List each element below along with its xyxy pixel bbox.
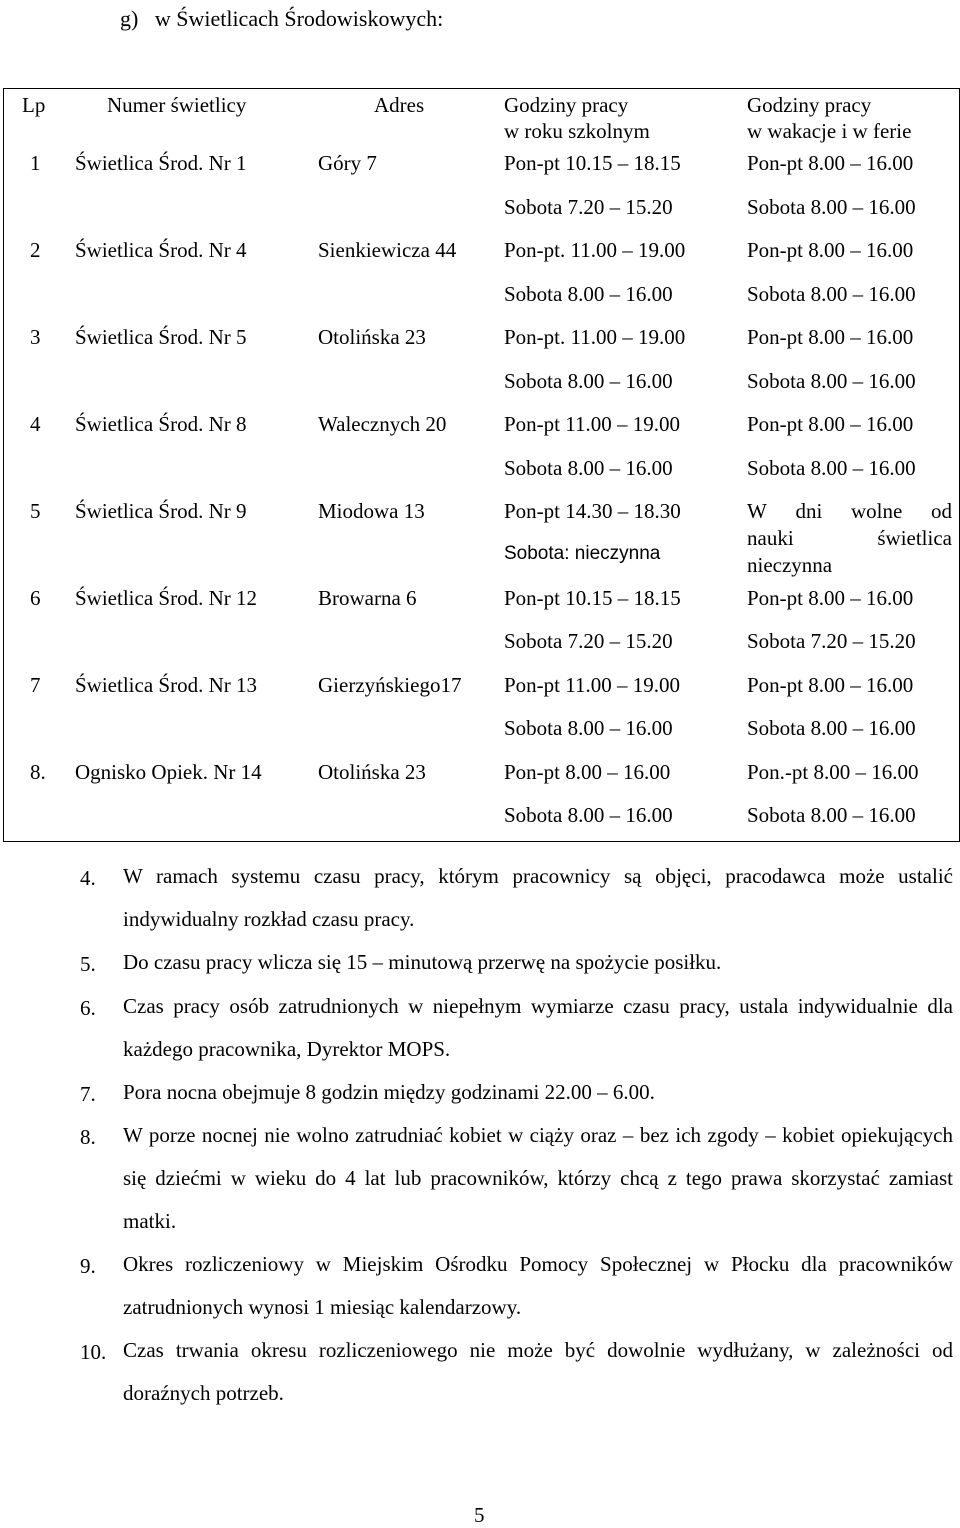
row-lp: 7 bbox=[30, 673, 41, 697]
row-school-weekday: Pon-pt 14.30 – 18.30 bbox=[504, 499, 681, 523]
item-text: W ramach systemu czasu pracy, którym pracownicy są objęci, pracodawca może ustalić indywidualny rozkład czasu pracy. bbox=[123, 864, 953, 931]
page-number: 5 bbox=[474, 1503, 485, 1527]
item-text: Czas pracy osób zatrudnionych w niepełnym wymiarze czasu pracy, ustala indywidualnie dla każdego pracownika, Dyrektor MOPS. bbox=[123, 994, 953, 1061]
row-holiday-saturday: Sobota 8.00 – 16.00 bbox=[747, 456, 916, 480]
item-number: 7. bbox=[80, 1082, 96, 1106]
row-school-saturday: Sobota: nieczynna bbox=[504, 543, 661, 564]
row-name: Świetlica Środ. Nr 1 bbox=[75, 151, 247, 175]
row-school-saturday: Sobota 8.00 – 16.00 bbox=[504, 282, 673, 306]
row-school-saturday: Sobota 7.20 – 15.20 bbox=[504, 195, 673, 219]
row-name: Świetlica Środ. Nr 9 bbox=[75, 499, 247, 523]
row-holiday-weekday: Pon-pt 8.00 – 16.00 bbox=[747, 151, 914, 175]
row-address: Walecznych 20 bbox=[318, 412, 447, 436]
row-address: Otolińska 23 bbox=[318, 760, 426, 784]
row-address: Gierzyńskiego17 bbox=[318, 673, 462, 697]
section-heading: g) w Świetlicach Środowiskowych: bbox=[120, 6, 444, 31]
row-name: Świetlica Środ. Nr 8 bbox=[75, 412, 247, 436]
row-lp: 6 bbox=[30, 586, 41, 610]
item-text: Czas trwania okresu rozliczeniowego nie może być dowolnie wydłużany, w zależności od doraźnych potrzeb. bbox=[123, 1338, 953, 1405]
row-holiday-saturday: Sobota 8.00 – 16.00 bbox=[747, 716, 916, 740]
row-address: Góry 7 bbox=[318, 151, 377, 175]
header-holiday-hours: Godziny pracy w wakacje i w ferie bbox=[747, 93, 912, 143]
item-number: 9. bbox=[80, 1254, 96, 1278]
row-name: Świetlica Środ. Nr 5 bbox=[75, 325, 247, 349]
row-school-weekday: Pon-pt 10.15 – 18.15 bbox=[504, 151, 681, 175]
row-name: Świetlica Środ. Nr 12 bbox=[75, 586, 257, 610]
row-lp: 5 bbox=[30, 499, 41, 523]
holiday-note-line: nieczynna bbox=[747, 553, 833, 577]
row-school-weekday: Pon-pt 10.15 – 18.15 bbox=[504, 586, 681, 610]
item-number: 6. bbox=[80, 996, 96, 1020]
row-holiday-weekday: Pon-pt 8.00 – 16.00 bbox=[747, 673, 914, 697]
row-address: Miodowa 13 bbox=[318, 499, 425, 523]
item-number: 10. bbox=[80, 1340, 107, 1364]
row-holiday-saturday: Sobota 8.00 – 16.00 bbox=[747, 803, 916, 827]
item-number: 4. bbox=[80, 866, 96, 890]
row-name: Świetlica Środ. Nr 4 bbox=[75, 238, 247, 262]
row-school-weekday: Pon-pt 11.00 – 19.00 bbox=[504, 412, 680, 436]
header-address: Adres bbox=[374, 93, 425, 117]
row-school-weekday: Pon-pt. 11.00 – 19.00 bbox=[504, 325, 686, 349]
item-text: Pora nocna obejmuje 8 godzin między godzinami 22.00 – 6.00. bbox=[123, 1080, 655, 1104]
row-address: Browarna 6 bbox=[318, 586, 417, 610]
row-school-weekday: Pon-pt 11.00 – 19.00 bbox=[504, 673, 680, 697]
row-school-weekday: Pon-pt 8.00 – 16.00 bbox=[504, 760, 671, 784]
row-holiday-weekday: Pon.-pt 8.00 – 16.00 bbox=[747, 760, 919, 784]
row-holiday-saturday: Sobota 8.00 – 16.00 bbox=[747, 369, 916, 393]
holiday-note-line: nauki świetlica bbox=[747, 526, 952, 550]
row-holiday-note bbox=[747, 497, 952, 580]
header-school-hours: Godziny pracy w roku szkolnym bbox=[504, 93, 650, 143]
item-text: Okres rozliczeniowy w Miejskim Ośrodku Pomocy Społecznej w Płocku dla pracowników zatrudnionych wynosi 1 miesiąc kalendarzowy. bbox=[123, 1252, 953, 1319]
row-holiday-weekday: Pon-pt 8.00 – 16.00 bbox=[747, 238, 914, 262]
row-lp: 2 bbox=[30, 238, 41, 262]
row-address: Otolińska 23 bbox=[318, 325, 426, 349]
item-number: 8. bbox=[80, 1125, 96, 1149]
row-name: Świetlica Środ. Nr 13 bbox=[75, 673, 257, 697]
row-school-saturday: Sobota 8.00 – 16.00 bbox=[504, 716, 673, 740]
header-name: Numer świetlicy bbox=[107, 93, 247, 117]
row-holiday-saturday: Sobota 7.20 – 15.20 bbox=[747, 629, 916, 653]
row-school-saturday: Sobota 7.20 – 15.20 bbox=[504, 629, 673, 653]
row-holiday-weekday: Pon-pt 8.00 – 16.00 bbox=[747, 325, 914, 349]
row-school-weekday: Pon-pt. 11.00 – 19.00 bbox=[504, 238, 686, 262]
row-lp: 3 bbox=[30, 325, 41, 349]
header-lp: Lp bbox=[22, 93, 46, 117]
row-lp: 4 bbox=[30, 412, 41, 436]
row-lp: 8. bbox=[30, 760, 46, 784]
row-school-saturday: Sobota 8.00 – 16.00 bbox=[504, 369, 673, 393]
item-text: Do czasu pracy wlicza się 15 – minutową przerwę na spożycie posiłku. bbox=[123, 950, 722, 974]
row-name: Ognisko Opiek. Nr 14 bbox=[75, 760, 262, 784]
item-text: W porze nocnej nie wolno zatrudniać kobiet w ciąży oraz – bez ich zgody – kobiet opiekujących się dziećmi w wieku do 4 lat lub pracowników, którzy chcą z tego prawa skorzystać zamiast matki. bbox=[123, 1123, 953, 1233]
row-school-saturday: Sobota 8.00 – 16.00 bbox=[504, 456, 673, 480]
row-lp: 1 bbox=[30, 151, 41, 175]
row-school-saturday: Sobota 8.00 – 16.00 bbox=[504, 803, 673, 827]
row-holiday-weekday: Pon-pt 8.00 – 16.00 bbox=[747, 586, 914, 610]
row-holiday-saturday: Sobota 8.00 – 16.00 bbox=[747, 195, 916, 219]
row-address: Sienkiewicza 44 bbox=[318, 238, 457, 262]
holiday-note-line: W dni wolne od bbox=[747, 499, 952, 523]
item-number: 5. bbox=[80, 952, 96, 976]
row-holiday-weekday: Pon-pt 8.00 – 16.00 bbox=[747, 412, 914, 436]
row-holiday-saturday: Sobota 8.00 – 16.00 bbox=[747, 282, 916, 306]
